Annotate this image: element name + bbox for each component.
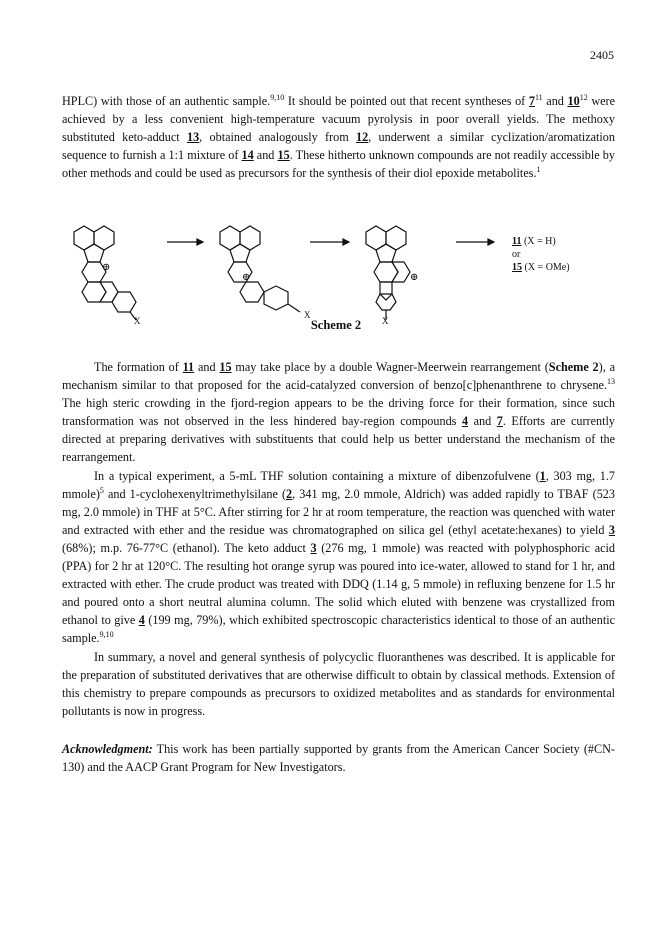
- compound-ref: 15: [219, 360, 232, 374]
- compound-ref: 3: [608, 522, 615, 537]
- compound-ref: 4: [138, 613, 145, 628]
- compound-ref: 1: [539, 468, 546, 483]
- product-or: or: [512, 249, 521, 260]
- paragraph-intro: HPLC) with those of an authentic sample.$^{9,10}$ It should be pointed out that recent syntheses of $7^{11}$ and $10^{12}$ were achieved by a less convenient high-temperature vacuum pyrolysis in poor overall yields. The methoxy substituted keto-adduct 13, obtained analogously from 12, underwent a similar cyclization/aromatization sequence to furnish a 1:1 mixture of 14 and 15. These hitherto unknown compounds are not readily accessible by other methods and could be used as precursors for the synthesis of their diol epoxide metabolites.$^1$: [62, 92, 615, 181]
- substituent-x: X: [304, 310, 311, 320]
- compound-ref: 12: [355, 130, 369, 145]
- cation-structure-2: [220, 226, 300, 312]
- compound-ref: 14: [241, 148, 254, 163]
- acknowledgment-body: This work has been partially supported by grants from the American Cancer Society (#CN-130) and the AACP Grant Program for New Investigators.: [62, 742, 615, 775]
- cation-symbol: ⊕: [102, 262, 111, 273]
- cation-symbol: ⊕: [242, 272, 251, 283]
- acknowledgment: [62, 740, 615, 776]
- acknowledgment-title: Acknowledgment:: [62, 742, 153, 756]
- compound-ref: 2: [286, 486, 293, 501]
- substituent-x: X: [134, 316, 141, 325]
- page-number: 2405: [590, 48, 614, 62]
- paragraph-mechanism: The formation of 11 and 15 may take place by a double Wagner-Meerwein rearrangement (Scheme 2), a mechanism similar to that proposed for the acid-catalyzed conversion of benzo[c]phenanthrene to chrysene.$^{13}$ The high steric crowding in the fjord-region appears to be the driving force for their formation, since such transformation was not observed in the less hindered bay-region compounds 4 and 7. Efforts are currently directed at preparing derivatives with substituents that could help us better understand the mechanism of the rearrangement.: [62, 360, 615, 465]
- scheme-caption: Scheme 2: [310, 318, 362, 332]
- cation-structure-1: [74, 226, 136, 320]
- scheme-2-diagram: [60, 220, 620, 325]
- paragraph-experiment: In a typical experiment, a 5-mL THF solution containing a mixture of dibenzofulvene (1, 303 mg, 1.7 mmole)$^5$ and 1-cyclohexenyltrimethylsilane (2, 341 mg, 2.0 mmole, Aldrich) was added rapidly to TBAF (523 mg, 2.0 mmole) in THF at 5°C. After stirring for 2 hr at room temperature, the reaction was quenched with water and extracted with ether and the residue was chromatographed on silica gel (ethyl acetate:hexanes) to yield 3 (68%); m.p. 76-77°C (ethanol). The keto adduct 3 (276 mg, 1 mmole) was reacted with polyphosphoric acid (PPA) for 2 hr at 120°C. The resulting hot orange syrup was poured into ice-water, allowed to stand for 1 hr, and extracted with ether. The crude product was treated with DDQ (1.14 g, 5 mmole) in refluxing benzene for 1.5 hr and poured onto a short neutral alumina column. The solid which eluted with benzene was crystallized from ethanol to give 4 (199 mg, 79%), which exhibited spectroscopic characteristics identical to those of an authentic sample.$^{9,10}$: [62, 468, 615, 646]
- cation-structure-3: [366, 226, 410, 320]
- substituent-x: X: [382, 316, 389, 325]
- compound-ref: 7: [528, 94, 535, 108]
- compound-ref: 7: [496, 414, 503, 429]
- compound-ref: 3: [310, 540, 317, 555]
- compound-ref: 15: [277, 148, 290, 163]
- product-label-11: 11 (X = H): [512, 236, 556, 247]
- compound-ref: 4: [461, 414, 469, 429]
- compound-ref: 10: [567, 94, 580, 108]
- cation-symbol: ⊕: [410, 272, 419, 283]
- compound-ref: 11: [182, 360, 195, 374]
- compound-ref: 13: [186, 130, 200, 145]
- paragraph-summary: In summary, a novel and general synthesis of polycyclic fluoranthenes was described. It is applicable for the preparation of substituted derivatives that are otherwise difficult to obtain by classical methods. Extension of this chemistry to prepare compounds as precursors to oxidized metabolites and as standards for environmental pollutants is now in progress.: [62, 649, 615, 718]
- product-label-15: 15 (X = OMe): [512, 262, 570, 273]
- scheme-ref: Scheme 2: [548, 360, 599, 374]
- body-text: [62, 358, 615, 720]
